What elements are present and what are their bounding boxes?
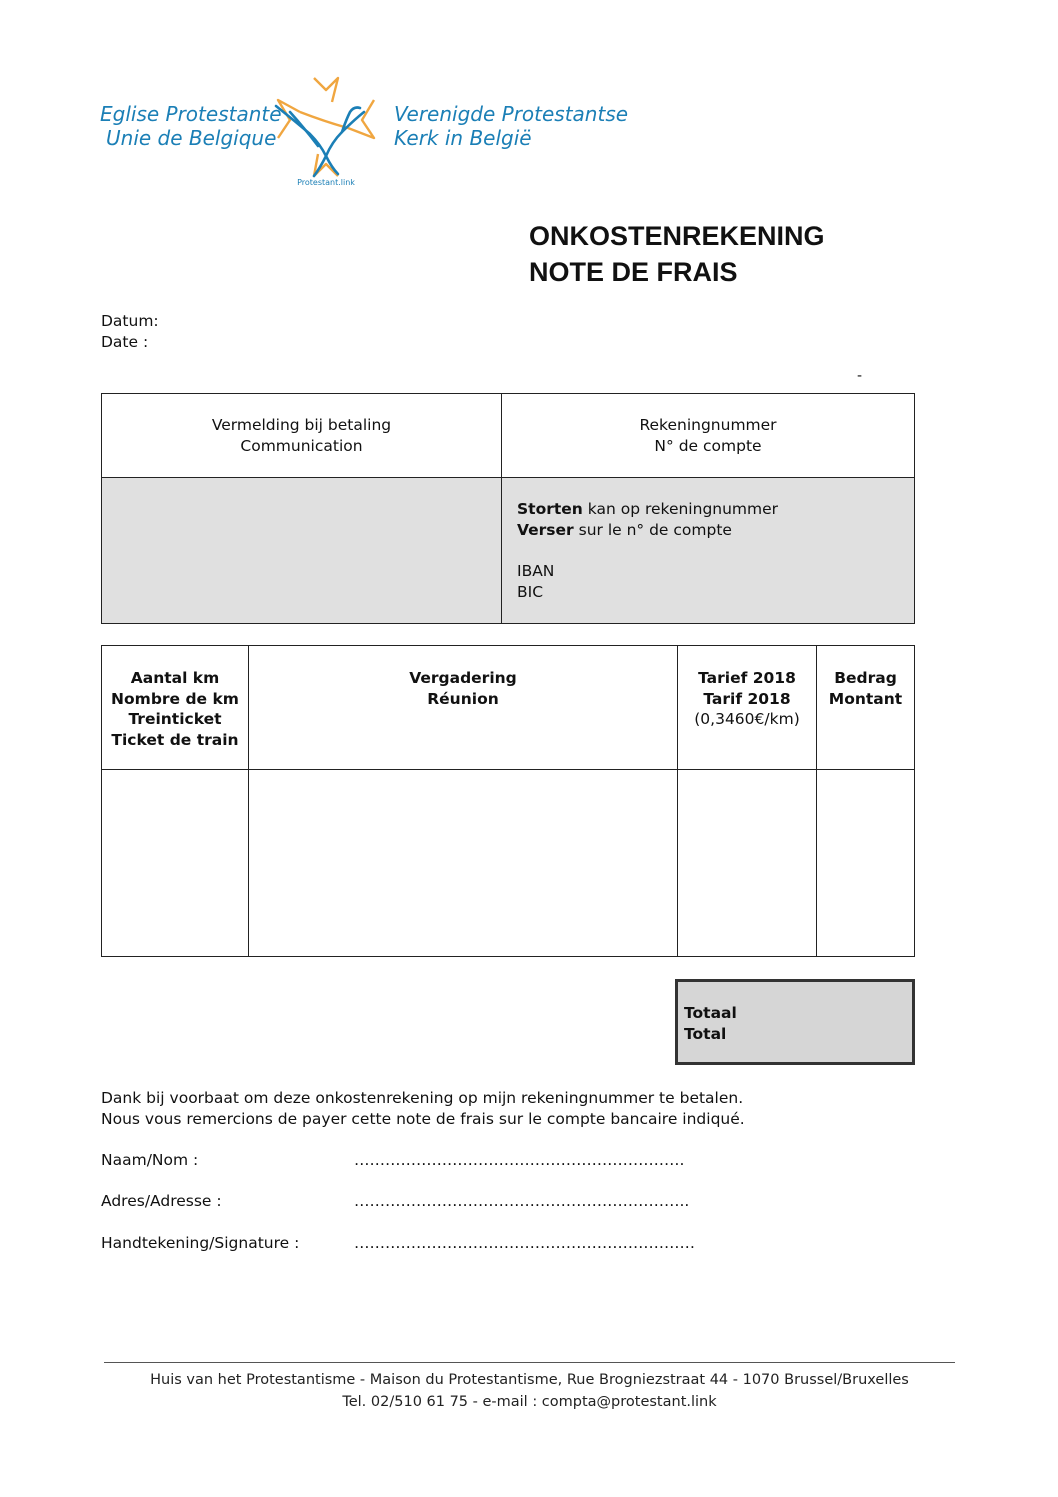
meeting-header-line: Réunion — [427, 689, 499, 708]
signature-row — [101, 1233, 801, 1254]
bic-label: BIC — [517, 582, 544, 601]
rate-header-note: (0,3460€/km) — [694, 710, 800, 728]
communication-header-nl: Vermelding bij betaling — [211, 416, 392, 434]
logo-caption: Protestant.link — [297, 178, 355, 187]
km-header-line: Ticket de train — [111, 730, 239, 749]
total-label-nl: Totaal — [684, 1004, 737, 1022]
communication-field[interactable] — [102, 478, 502, 624]
storten-rest: kan op rekeningnummer — [582, 500, 779, 518]
name-row — [101, 1150, 801, 1171]
dove-cross-logo — [270, 72, 382, 190]
expense-table — [101, 645, 915, 957]
date-block — [101, 311, 159, 352]
footer-divider — [104, 1362, 955, 1363]
address-field[interactable]: ……………………………………………………….. — [354, 1192, 690, 1210]
title-nl: ONKOSTENREKENING — [529, 221, 825, 251]
thanks-fr: Nous vous remercions de payer cette note de frais sur le compte bancaire indiqué. — [101, 1109, 745, 1128]
account-header — [502, 394, 915, 478]
expense-entry-row — [102, 770, 915, 957]
org-name-fr — [100, 102, 282, 150]
org-name-fr-line1: Eglise Protestante — [100, 102, 282, 126]
document-title — [529, 218, 825, 290]
amount-header-line: Montant — [828, 689, 903, 708]
org-name-nl — [394, 102, 628, 150]
title-fr: NOTE DE FRAIS — [529, 257, 738, 287]
meeting-header-line: Vergadering — [409, 669, 517, 687]
amount-header — [817, 646, 915, 770]
meeting-field[interactable] — [249, 770, 678, 957]
amount-header-line: Bedrag — [834, 669, 897, 687]
date-label-nl: Datum: — [101, 312, 159, 330]
km-header-line: Aantal km — [130, 669, 220, 687]
storten-line — [517, 499, 914, 520]
account-header-fr: N° de compte — [654, 436, 762, 455]
account-info-cell — [502, 478, 915, 624]
address-row — [101, 1191, 801, 1212]
footer-address: Huis van het Protestantisme - Maison du Protestantisme, Rue Brogniezstraat 44 - 1070 Brussel/Bruxelles — [150, 1372, 909, 1388]
payment-table-body-row — [102, 478, 915, 624]
km-header-line: Treinticket — [128, 710, 222, 728]
km-field[interactable] — [102, 770, 249, 957]
payment-table — [101, 393, 915, 624]
rate-field[interactable] — [678, 770, 817, 957]
communication-header-fr: Communication — [240, 436, 363, 455]
thanks-nl: Dank bij voorbaat om deze onkostenrekening op mijn rekeningnummer te betalen. — [101, 1089, 744, 1107]
signature-field[interactable]: ………………………………………………………… — [354, 1234, 695, 1252]
communication-header — [102, 394, 502, 478]
iban-label: IBAN — [517, 562, 555, 580]
rate-header — [678, 646, 817, 770]
verser-bold: Verser — [517, 520, 574, 539]
total-box[interactable] — [675, 979, 915, 1065]
km-header-line: Nombre de km — [111, 689, 239, 708]
org-name-nl-line1: Verenigde Protestantse — [394, 102, 629, 126]
dash-mark: - — [857, 368, 863, 384]
payment-table-header-row — [102, 394, 915, 478]
verser-rest: sur le n° de compte — [573, 520, 732, 539]
rate-header-line: Tarif 2018 — [703, 689, 791, 708]
address-label: Adres/Adresse : — [101, 1192, 222, 1210]
name-field[interactable]: ………………………………………………………. — [354, 1151, 685, 1169]
account-header-nl: Rekeningnummer — [639, 416, 777, 434]
date-label-fr: Date : — [101, 332, 149, 351]
org-name-nl-line2: Kerk in België — [394, 126, 532, 150]
dove-cross-icon — [270, 72, 382, 190]
km-header — [102, 646, 249, 770]
signature-label: Handtekening/Signature : — [101, 1234, 300, 1252]
footer-contact: Tel. 02/510 61 75 - e-mail : compta@protestant.link — [342, 1394, 717, 1410]
storten-bold: Storten — [517, 500, 583, 518]
org-name-fr-line2: Unie de Belgique — [106, 126, 277, 150]
meeting-header — [249, 646, 678, 770]
rate-header-line: Tarief 2018 — [698, 669, 796, 687]
name-label: Naam/Nom : — [101, 1151, 199, 1169]
expense-header-row — [102, 646, 915, 770]
verser-line — [517, 520, 914, 541]
total-label-fr: Total — [684, 1025, 727, 1043]
thanks-text — [101, 1088, 745, 1129]
amount-field[interactable] — [817, 770, 915, 957]
